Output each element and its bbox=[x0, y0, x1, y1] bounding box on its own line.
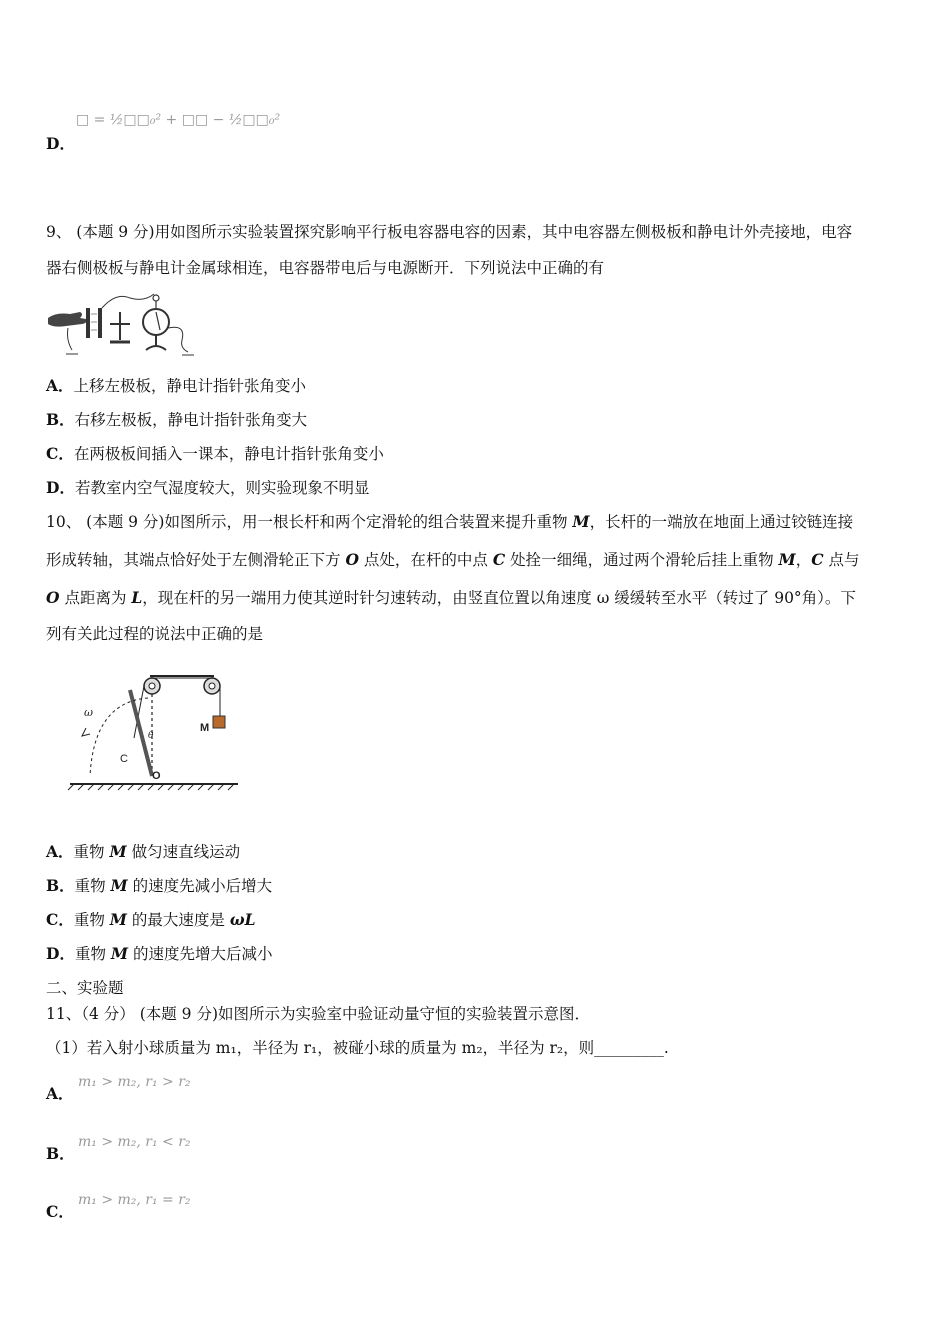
q11-option-b-formula: m₁ > m₂, r₁ < r₂ bbox=[78, 1134, 191, 1150]
q9-option-d: D．若教室内空气湿度较大，则实验现象不明显 bbox=[46, 478, 370, 497]
q10-option-a: A．重物 M 做匀速直线运动 bbox=[46, 842, 241, 861]
q10-stem-line4: 列有关此过程的说法中正确的是 bbox=[46, 625, 264, 643]
q11-option-a-formula: m₁ > m₂, r₁ > r₂ bbox=[78, 1074, 191, 1090]
q10-option-c: C．重物 M 的最大速度是 ωL bbox=[46, 910, 256, 929]
pulley-rod-figure bbox=[64, 668, 244, 798]
q11-option-a-label: A． bbox=[46, 1084, 74, 1103]
figure-label-O: O bbox=[152, 770, 161, 782]
q8-option-d-formula: □ = ½□□₀² + □□ − ½□□₀² bbox=[76, 112, 281, 128]
q9-option-a: A．上移左极板，静电计指针张角变小 bbox=[46, 376, 307, 395]
section-title-experiment: 二、实验题 bbox=[46, 979, 124, 997]
q10-stem-line2: 形成转轴，其端点恰好处于左侧滑轮正下方 O 点处，在杆的中点 C 处拴一细绳，通过两个滑轮后挂上重物 M，C 点与 bbox=[46, 550, 860, 569]
electrometer-figure bbox=[46, 288, 196, 360]
q10-option-d: D．重物 M 的速度先增大后减小 bbox=[46, 944, 273, 963]
figure-label-C: C bbox=[120, 753, 128, 765]
figure-label-M: M bbox=[200, 722, 210, 734]
q10-stem-line3: O 点距离为 L，现在杆的另一端用力使其逆时针匀速转动，由竖直位置以角速度 ω 缓缓转至水平（转过了 90°角）。下 bbox=[46, 588, 856, 607]
figure-label-theta: θ bbox=[148, 731, 154, 741]
q9-option-b: B．右移左极板，静电计指针张角变大 bbox=[46, 410, 308, 429]
q11-option-b-label: B． bbox=[46, 1144, 75, 1163]
figure-label-omega: ω bbox=[84, 706, 93, 719]
q8-option-d-label: D． bbox=[46, 134, 75, 153]
q11-sub1: （1）若入射小球质量为 m₁，半径为 r₁，被碰小球的质量为 m₂，半径为 r₂，则_________. bbox=[46, 1039, 669, 1057]
q11-option-c-label: C． bbox=[46, 1202, 74, 1221]
q9-stem-line2: 器右侧极板与静电计金属球相连，电容器带电后与电源断开．下列说法中正确的有 bbox=[46, 259, 605, 277]
q10-stem-line1: 10、 (本题 9 分)如图所示，用一根长杆和两个定滑轮的组合装置来提升重物 M，长杆的一端放在地面上通过铰链连接 bbox=[46, 512, 854, 531]
q10-option-b: B．重物 M 的速度先减小后增大 bbox=[46, 876, 273, 895]
q9-option-c: C．在两极板间插入一课本，静电计指针张角变小 bbox=[46, 444, 384, 463]
q11-option-c-formula: m₁ > m₂, r₁ = r₂ bbox=[78, 1192, 191, 1208]
q9-stem-line1: 9、 (本题 9 分)用如图所示实验装置探究影响平行板电容器电容的因素，其中电容器左侧极板和静电计外壳接地，电容 bbox=[46, 223, 853, 241]
q11-stem: 11、（4 分） (本题 9 分)如图所示为实验室中验证动量守恒的实验装置示意图． bbox=[46, 1005, 591, 1023]
